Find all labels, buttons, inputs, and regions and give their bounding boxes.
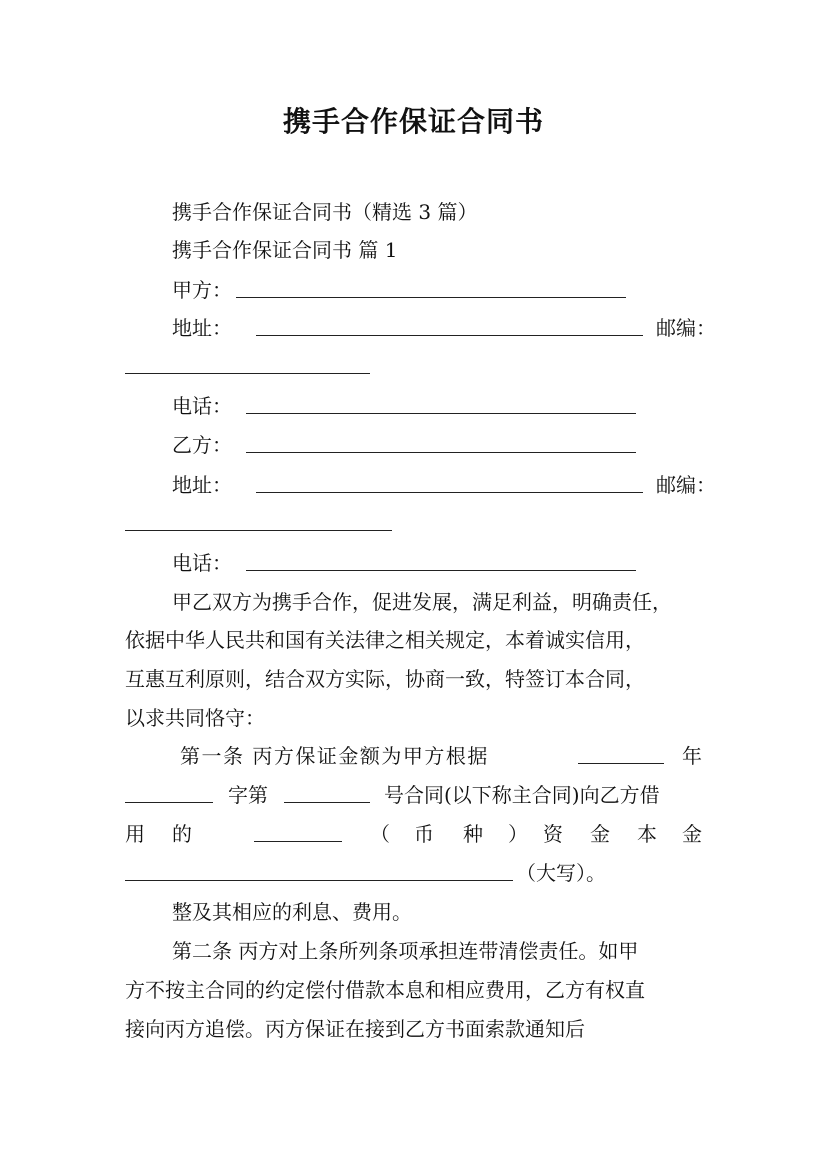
- article1-year-label: 年: [682, 744, 702, 768]
- article1-year-value-blank[interactable]: [125, 802, 213, 803]
- phone-a-label: 电话：: [172, 394, 232, 418]
- article1-line1: 第一条 丙方保证金额为甲方根据: [180, 744, 489, 768]
- intro-line-1: 甲乙双方为携手合作，促进发展，满足利益，明确责任，: [172, 590, 672, 614]
- article2-line-2: 方不按主合同的约定偿付借款本息和相应费用，乙方有权直: [125, 978, 645, 1002]
- article1-char-6: ）: [508, 822, 528, 846]
- article1-capital-suffix: （大写）。: [516, 861, 606, 885]
- intro-line-2: 依据中华人民共和国有关法律之相关规定，本着诚实信用，: [125, 628, 645, 652]
- address-a-blank[interactable]: [256, 335, 643, 336]
- postcode-b-blank[interactable]: [125, 530, 392, 531]
- intro-line-3: 互惠互利原则，结合双方实际，协商一致，特签订本合同，: [125, 667, 645, 691]
- party-a-blank[interactable]: [236, 297, 626, 298]
- article1-char-3: （: [370, 822, 390, 846]
- document-title: 携手合作保证合同书: [282, 105, 544, 138]
- intro-line-4: 以求共同恪守：: [125, 706, 265, 730]
- article1-zi-label: 字第: [228, 783, 268, 807]
- postcode-a-blank[interactable]: [125, 373, 370, 374]
- party-a-label: 甲方：: [172, 278, 232, 302]
- address-b-label: 地址：: [172, 473, 232, 497]
- address-a-label: 地址：: [172, 316, 232, 340]
- article1-contract-text: 号合同(以下称主合同)向乙方借: [384, 783, 660, 807]
- phone-a-blank[interactable]: [246, 413, 636, 414]
- postcode-b-label: 邮编：: [656, 473, 716, 497]
- article2-line-1: 第二条 丙方对上条所列条项承担连带清偿责任。如甲: [172, 939, 639, 963]
- article1-char-9: 本: [637, 822, 657, 846]
- article2-line-3: 接向丙方追偿。丙方保证在接到乙方书面索款通知后: [125, 1017, 585, 1041]
- phone-b-label: 电话：: [172, 551, 232, 575]
- postcode-a-label: 邮编：: [656, 316, 716, 340]
- article1-char-7: 资: [543, 822, 563, 846]
- article1-char-2: 的: [172, 822, 192, 846]
- article1-last-line: 整及其相应的利息、费用。: [172, 900, 412, 924]
- article1-char-10: 金: [682, 822, 702, 846]
- article1-char-5: 种: [463, 822, 483, 846]
- article1-amount-blank[interactable]: [254, 841, 342, 842]
- article1-year-blank[interactable]: [578, 763, 664, 764]
- article1-char-8: 金: [590, 822, 610, 846]
- section-heading: 携手合作保证合同书 篇 1: [172, 238, 398, 262]
- article1-char-4: 币: [414, 822, 434, 846]
- address-b-blank[interactable]: [256, 492, 643, 493]
- article1-capital-blank[interactable]: [125, 880, 513, 881]
- phone-b-blank[interactable]: [246, 570, 636, 571]
- party-b-label: 乙方：: [172, 433, 232, 457]
- subtitle: 携手合作保证合同书（精选 3 篇）: [172, 200, 478, 224]
- article1-char-1: 用: [125, 822, 145, 846]
- article1-number-blank[interactable]: [284, 802, 370, 803]
- party-b-blank[interactable]: [246, 452, 636, 453]
